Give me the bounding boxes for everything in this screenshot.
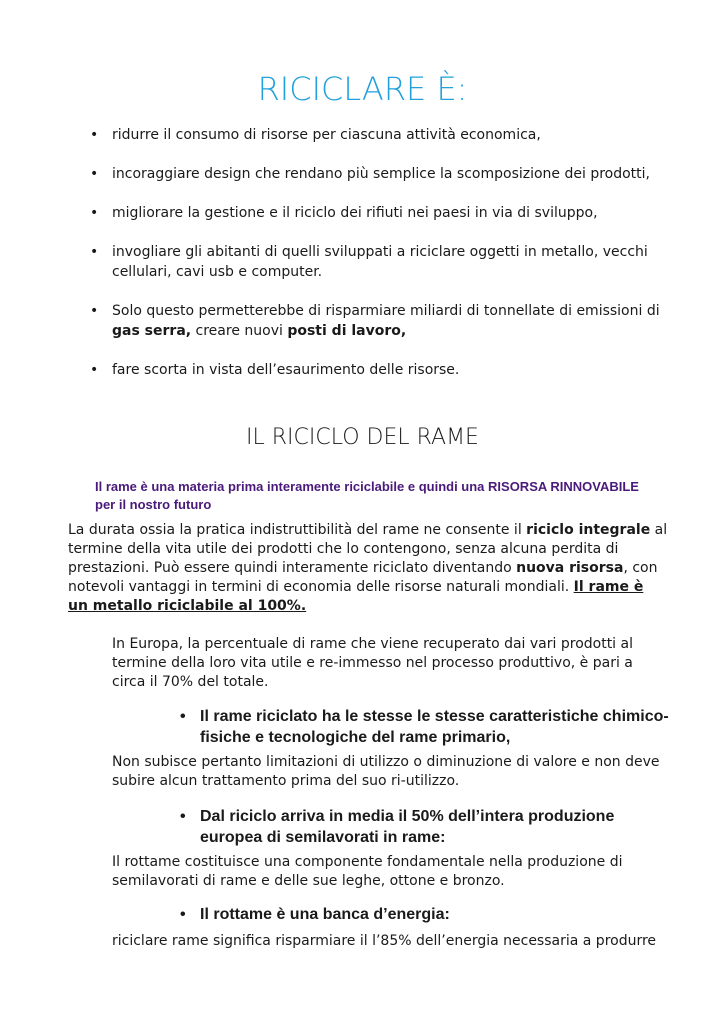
- list-item: • migliorare la gestione e il riciclo dei rifiuti nei paesi in via di sviluppo,: [86, 203, 666, 223]
- paragraph-text: al termine della vita utile dei prodotti che lo contengono, senza alcuna perdita di prestazioni. Può essere quindi interamente riciclato diventando: [68, 522, 668, 576]
- bullet-heading-2: • Dal riciclo arriva in media il 50% dell’intera produzione europea di semilavorati in rame:: [180, 806, 680, 848]
- lead-paragraph: Il rame è una materia prima interamente riciclabile e quindi una RISORSA RINNOVABILE per il nostro futuro: [95, 479, 639, 512]
- list-item-text: creare nuovi: [191, 323, 288, 339]
- bold-posti-lavoro: posti di lavoro,: [287, 323, 407, 339]
- bullet-list: [86, 125, 666, 399]
- bold-riciclo-integrale: riciclo integrale: [526, 522, 651, 538]
- paragraph-section-1: Non subisce pertanto limitazioni di utilizzo o diminuzione di valore e non deve subire alcun trattamento prima del suo ri-utilizzo.: [112, 754, 660, 789]
- list-item: [86, 301, 666, 341]
- paragraph-text: La durata ossia la pratica indistruttibilità del rame ne consente il: [68, 522, 527, 538]
- list-item: • incoraggiare design che rendano più semplice la scomposizione dei prodotti,: [86, 164, 666, 184]
- section-title: IL RICICLO DEL RAME: [246, 425, 479, 450]
- bold-underlined-statement: Il rame è un metallo riciclabile al 100%.: [68, 579, 644, 614]
- paragraph-europa: In Europa, la percentuale di rame che viene recuperato dai vari prodotti al termine della loro vita utile e re-immesso nel processo produttivo, è pari a circa il 70% del totale.: [112, 636, 633, 690]
- paragraph-section-3: riciclare rame significa risparmiare il l’85% dell’energia necessaria a produrre: [112, 933, 657, 949]
- bullet-heading-1: • Il rame riciclato ha le stesse le stesse caratteristiche chimico-fisiche e tecnologiche del rame primario,: [180, 706, 680, 748]
- list-item: • invogliare gli abitanti di quelli sviluppati a riciclare oggetti in metallo, vecchi cellulari, cavi usb e computer.: [86, 242, 666, 282]
- list-item-text: Solo questo permetterebbe di risparmiare miliardi di tonnellate di emissioni di: [112, 303, 660, 319]
- paragraph-text: , con notevoli vantaggi in termini di economia delle risorse naturali mondiali.: [68, 560, 658, 595]
- list-item: • ridurre il consumo di risorse per ciascuna attività economica,: [86, 125, 666, 145]
- paragraph-section-2: Il rottame costituisce una componente fondamentale nella produzione di semilavorati di rame e delle sue leghe, ottone e bronzo.: [112, 854, 623, 889]
- bullet-heading-3: • Il rottame è una banca d’energia:: [180, 904, 680, 925]
- bold-nuova-risorsa: nuova risorsa: [516, 560, 624, 576]
- bold-gas-serra: gas serra,: [112, 323, 192, 339]
- paragraph-durata: [68, 521, 668, 616]
- list-item: • fare scorta in vista dell’esaurimento delle risorse.: [86, 360, 666, 380]
- main-title: RICICLARE È:: [257, 70, 468, 108]
